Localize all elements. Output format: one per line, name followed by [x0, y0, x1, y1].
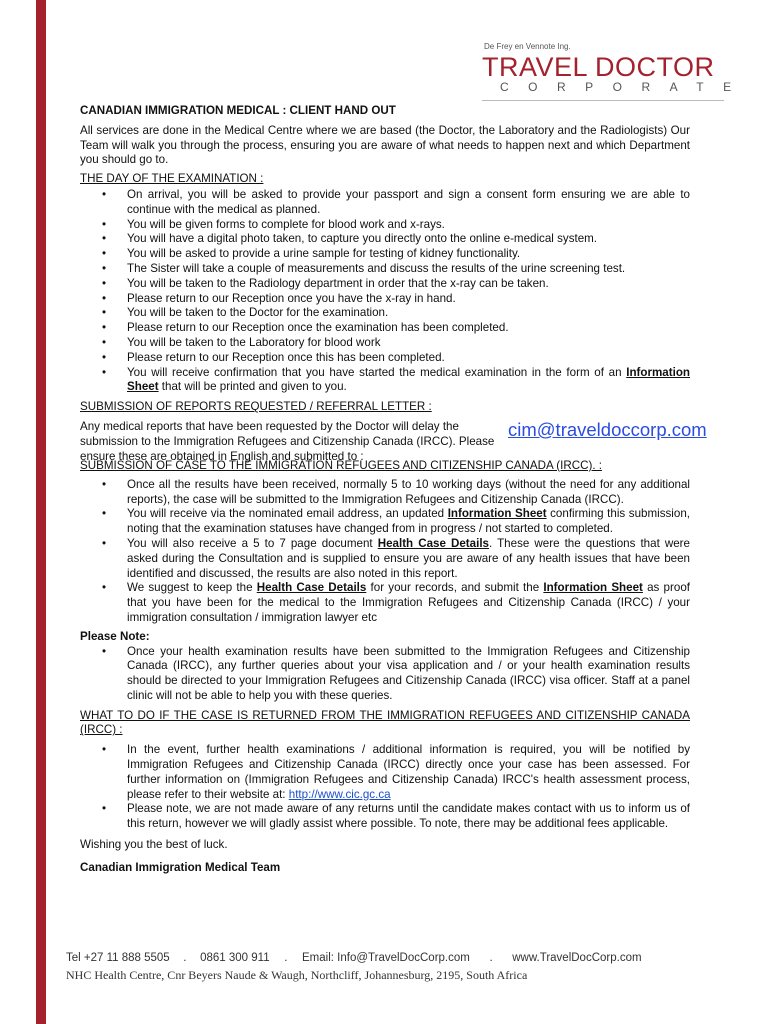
- list-item: • You will have a digital photo taken, to capture you directly onto the online e-medical system.: [127, 232, 690, 247]
- closing-team: Canadian Immigration Medical Team: [80, 860, 281, 874]
- footer-website[interactable]: www.TravelDocCorp.com: [512, 952, 642, 964]
- information-sheet-term: Information Sheet: [543, 581, 643, 595]
- list-item: • Once your health examination results have been submitted to the Immigration Refugees and Citizenship Canada (IRCC), any further queries about your visa application and / or your health examination results should be directed to your Immigration Refugees and Citizenship Canada (IRCC) visa officer. Staff at a panel clinic will not be able to help you with these queries.: [127, 645, 690, 704]
- list-item: • You will be asked to provide a urine sample for testing of kidney functionality.: [127, 247, 690, 262]
- list-item: [127, 366, 690, 396]
- list-item: • You will be given forms to complete for blood work and x-rays.: [127, 218, 690, 233]
- handout-body: [80, 104, 707, 876]
- list-item: • Once all the results have been received, normally 5 to 10 working days (without the need for any additional reports), the case will be submitted to the Immigration Refugees and Citizenship Canada (IRCC).: [127, 478, 690, 508]
- logo-name: TRAVEL DOCTOR: [482, 52, 715, 82]
- intro-paragraph: All services are done in the Medical Centre where we are based (the Doctor, the Laboratory and the Radiologists) Our Team will walk you through the process, ensuring you are aware of what needs to happen next and which Department you should go to.: [80, 123, 690, 167]
- footer-contacts: [66, 952, 706, 964]
- footer-separator: .: [183, 952, 187, 964]
- travel-doctor-logo: [482, 42, 751, 102]
- logo-sub: CORPORATE: [500, 80, 751, 94]
- logo-rule: [482, 100, 724, 101]
- text: You will receive confirmation that you have started the medical examination in the form of an: [127, 365, 627, 379]
- information-sheet-term: Information Sheet: [447, 507, 547, 521]
- closing-wish: Wishing you the best of luck.: [80, 838, 228, 852]
- reports-block: [80, 415, 707, 463]
- list-item: [127, 581, 690, 625]
- footer-separator: .: [489, 952, 493, 964]
- submission-heading: SUBMISSION OF CASE TO THE IMMIGRATION REFUGEES AND CITIZENSHIP CANADA (IRCC). :: [80, 458, 603, 472]
- reports-paragraph: Any medical reports that have been requested by the Doctor will delay the submission to the Immigration Refugees and Citizenship Canada (IRCC). Please ensure these are obtained in English and submitted to :: [80, 419, 495, 463]
- reports-email-link[interactable]: cim@traveldoccorp.com: [508, 418, 707, 440]
- list-item: • Please return to our Reception once the examination has been completed.: [127, 321, 690, 336]
- health-case-details-term: Health Case Details: [377, 536, 490, 550]
- side-accent-bar: [36, 0, 46, 1024]
- note-heading: Please Note:: [80, 629, 150, 643]
- text: as proof that you have been for the medical to the Immigration Refugees and Citizenship Canada (IRCC) / your immigration consultation / immigration lawyer etc: [127, 581, 690, 624]
- reports-heading: SUBMISSION OF REPORTS REQUESTED / REFERRAL LETTER :: [80, 400, 432, 414]
- text: . These were the questions that were asked during the Consultation and is supplied to ensure you are aware of any health issues that have been identified and discussed, the results are also noted in this report.: [127, 536, 690, 580]
- list-item: • You will be taken to the Doctor for the examination.: [127, 306, 690, 321]
- page-title: CANADIAN IMMIGRATION MEDICAL : CLIENT HAND OUT: [80, 104, 396, 117]
- text: that will be printed and given to you.: [158, 380, 347, 394]
- list-item: • The Sister will take a couple of measurements and discuss the results of the urine screening test.: [127, 262, 690, 277]
- list-item: • Please return to our Reception once you have the x-ray in hand.: [127, 292, 690, 307]
- day-heading: THE DAY OF THE EXAMINATION :: [80, 172, 264, 186]
- list-item: • Please note, we are not made aware of any returns until the candidate makes contact with us to inform us of this return, however we will gladly assist where possible. To note, there may be additional fees applicable.: [127, 802, 690, 832]
- list-item: [127, 537, 690, 581]
- text: You will also receive a 5 to 7 page document: [127, 536, 378, 550]
- information-sheet-term: Information Sheet: [127, 365, 690, 394]
- footer-phone: 0861 300 911: [200, 952, 270, 964]
- text: We suggest to keep the: [127, 581, 257, 595]
- list-item: • You will be taken to the Radiology department in order that the x-ray can be taken.: [127, 277, 690, 292]
- note-list: [80, 645, 690, 704]
- text: In the event, further health examinations / additional information is required, you will be notified by Immigration Refugees and Citizenship Canada (IRCC) directly once your case has been assessed. For further information on (Immigration Refugees and Citizenship Canada) IRCC's health assessment process, please refer to their website at:: [127, 743, 690, 801]
- returned-heading: WHAT TO DO IF THE CASE IS RETURNED FROM THE IMMIGRATION REFUGEES AND CITIZENSHIP CANADA (IRCC) :: [80, 708, 690, 737]
- list-item: • You will be taken to the Laboratory for blood work: [127, 336, 690, 351]
- list-item: • Please return to our Reception once this has been completed.: [127, 351, 690, 366]
- footer-separator: .: [284, 952, 288, 964]
- list-item: [127, 507, 690, 537]
- text: for your records, and submit the: [366, 581, 544, 595]
- footer-tel: Tel +27 11 888 5505: [66, 952, 170, 964]
- ircc-website-link[interactable]: http://www.cic.gc.ca: [288, 787, 391, 801]
- footer-email[interactable]: Email: Info@TravelDocCorp.com: [302, 952, 470, 964]
- logo-tagline: De Frey en Vennote Ing.: [484, 42, 571, 51]
- returned-list: [80, 743, 690, 832]
- text: You will receive via the nominated email address, an updated: [127, 507, 448, 521]
- text: confirming this submission, noting that the examination statuses have changed from in progress / not started to completed.: [127, 507, 690, 536]
- list-item: [127, 743, 690, 802]
- submission-list: [80, 478, 690, 626]
- footer-address: NHC Health Centre, Cnr Beyers Naude & Waugh, Northcliff, Johannesburg, 2195, South Africa: [66, 968, 528, 982]
- list-item: • On arrival, you will be asked to provide your passport and sign a consent form ensuring we are able to continue with the medical as planned.: [127, 188, 690, 218]
- day-list: [80, 188, 690, 395]
- health-case-details-term: Health Case Details: [256, 581, 367, 595]
